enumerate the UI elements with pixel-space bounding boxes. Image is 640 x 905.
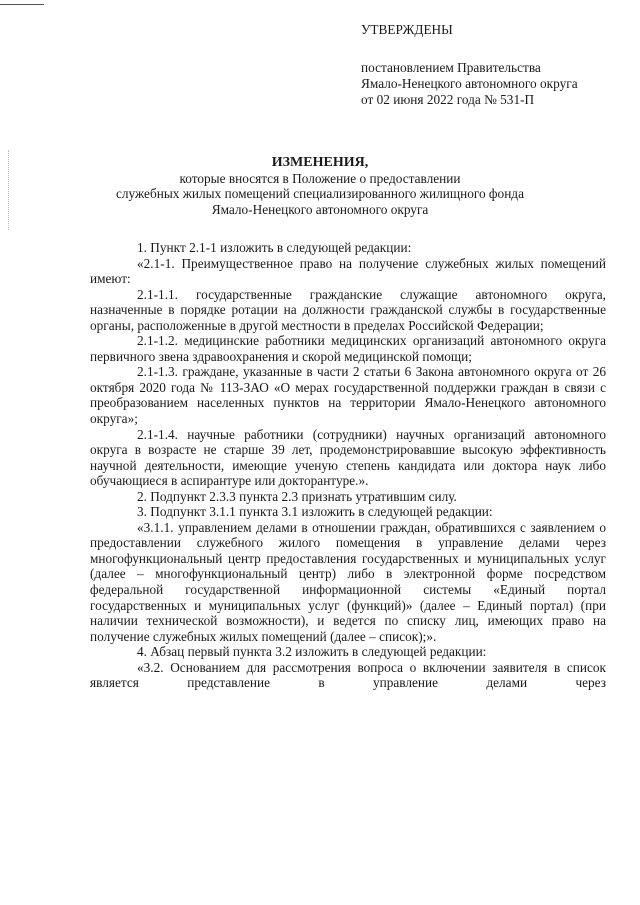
title-line-2: служебных жилых помещений специализированного жилищного фонда	[116, 186, 524, 201]
paragraph: 2.1-1.2. медицинские работники медицинских организаций автономного округа первичного звена здравоохранения и скорой медицинской помощи;	[90, 333, 606, 364]
paragraph: «2.1-1. Преимущественное право на получение служебных жилых помещений имеют:	[90, 255, 606, 287]
scan-margin-marks	[8, 150, 11, 230]
paragraph: 2. Подпункт 2.3.3 пункта 2.3 признать утратившим силу.	[137, 488, 457, 504]
approval-block	[361, 22, 578, 108]
paragraph: 2.1-1.3. граждане, указанные в части 2 статьи 6 Закона автономного округа от 26 октября 2020 года № 113-ЗАО «О мерах государственной поддержки граждан в связи с преобразованием населенных пунктов на территории Ямало-Ненецкого автономного округа»;	[90, 364, 606, 427]
approval-line-1: постановлением Правительства	[361, 60, 541, 75]
title-line-1: которые вносятся в Положение о предоставлении	[179, 170, 461, 186]
paragraph: 1. Пункт 2.1-1 изложить в следующей редакции:	[137, 240, 412, 255]
top-rule	[0, 4, 44, 5]
approval-heading: УТВЕРЖДЕНЫ	[361, 22, 453, 37]
document-title	[92, 155, 548, 217]
paragraph: 3. Подпункт 3.1.1 пункта 3.1 изложить в следующей редакции:	[137, 504, 493, 520]
approval-line-3: от 02 июня 2022 года № 531-П	[361, 92, 535, 107]
paragraph: «3.1.1. управлением делами в отношении граждан, обратившихся с заявлением о предоставлении служебного жилого помещения в управление делами через многофункциональный центр предоставления государственных и муниципальных услуг (далее – многофункциональный центр) либо в электронной форме посредством федеральной государственной информационной системы «Единый портал государственных и муниципальных услуг (функций)» (далее – Единый портал) (при наличии технической возможности), и ведется по списку лиц, имеющих право на получение служебных жилых помещений (далее – список);».	[90, 519, 606, 644]
paragraph: 2.1-1.1. государственные гражданские служащие автономного округа, назначенные в порядке ротации на должности гражданской службы в государственные органы, расположенные в другой местности в пределах Российской Федерации;	[90, 286, 606, 333]
title-main: ИЗМЕНЕНИЯ,	[271, 155, 369, 170]
paragraph: 4. Абзац первый пункта 3.2 изложить в следующей редакции:	[137, 644, 487, 660]
paragraph: «3.2. Основанием для рассмотрения вопроса о включении заявителя в список является представление в управление делами через	[90, 659, 606, 691]
paragraph: 2.1-1.4. научные работники (сотрудники) научных организаций автономного округа в возрасте не старше 39 лет, продемонстрировавшие высокую эффективность научной деятельности, имеющие ученую степень кандидата или доктора наук либо обучающиеся в аспирантуре или докторантуре.».	[90, 426, 606, 489]
approval-line-2: Ямало-Ненецкого автономного округа	[361, 76, 578, 91]
document-body	[90, 240, 606, 691]
title-line-3: Ямало-Ненецкого автономного округа	[211, 201, 429, 217]
